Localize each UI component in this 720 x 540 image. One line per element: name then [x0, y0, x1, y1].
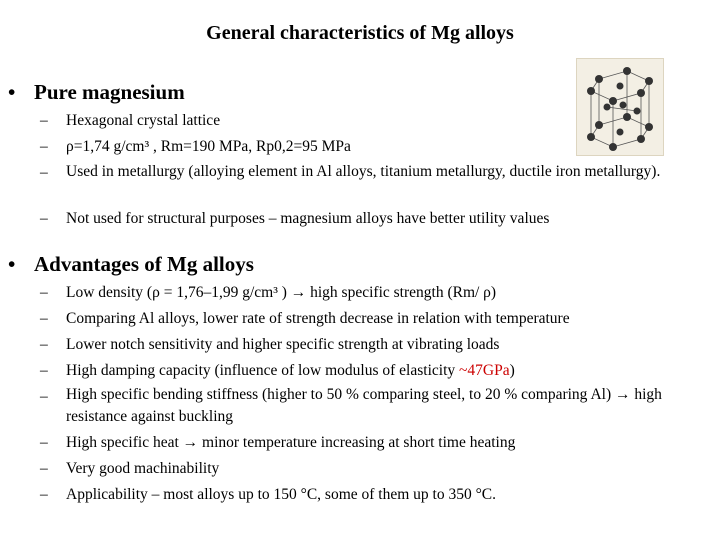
dash-marker: – [40, 486, 48, 503]
list-item [40, 358, 705, 384]
list-item-text: High specific heat → minor temperature increasing at short time heating [66, 434, 516, 451]
list-item [40, 482, 705, 508]
bullet-marker: • [8, 80, 16, 104]
list-item [40, 206, 705, 232]
list-item-text: Hexagonal crystal lattice [66, 112, 221, 129]
hexagonal-lattice-icon [576, 58, 664, 156]
list-item-text: Used in metallurgy (alloying element in Al alloys, titanium metallurgy, ductile iron metallurgy). [66, 163, 661, 180]
section-heading-text: Pure magnesium [34, 80, 185, 104]
section-heading-pure-magnesium [8, 80, 185, 105]
section-heading-text: Advantages of Mg alloys [34, 252, 254, 276]
list-item-text: Lower notch sensitivity and higher specific strength at vibrating loads [66, 336, 500, 353]
list-item-text: ρ=1,74 g/cm³ , Rm=190 MPa, Rp0,2=95 MPa [66, 138, 351, 155]
list-item [40, 430, 705, 456]
dash-marker: – [40, 112, 48, 129]
list-item [40, 332, 705, 358]
list-item-text: Applicability – most alloys up to 150 °C, some of them up to 350 °C. [66, 486, 497, 503]
highlighted-value: ~47GPa [459, 362, 510, 379]
bullet-marker: • [8, 252, 16, 276]
dash-marker: – [40, 336, 48, 353]
section-heading-advantages [8, 252, 254, 277]
dash-marker: – [40, 310, 48, 327]
dash-marker: – [40, 138, 48, 155]
list-item-text: Very good machinability [66, 460, 220, 477]
list-item-text-part: ) [509, 362, 515, 379]
page-title: General characteristics of Mg alloys [206, 22, 514, 44]
list-item-text-part: High damping capacity (influence of low modulus of elasticity [66, 362, 459, 379]
dash-marker: – [40, 210, 48, 227]
list-item [40, 160, 705, 183]
list-item [40, 306, 705, 332]
list-item-text: Low density (ρ = 1,76–1,99 g/cm³ ) → high specific strength (Rm/ ρ) [66, 284, 497, 301]
dash-marker: – [40, 388, 48, 405]
list-item-text [66, 358, 705, 384]
dash-marker: – [40, 284, 48, 301]
list-item [40, 456, 705, 482]
list-item-text: Comparing Al alloys, lower rate of strength decrease in relation with temperature [66, 310, 570, 327]
dash-marker: – [40, 434, 48, 451]
dash-marker: – [40, 164, 48, 181]
dash-marker: – [40, 362, 48, 379]
list-item-text: Not used for structural purposes – magnesium alloys have better utility values [66, 210, 550, 227]
list-item [40, 280, 705, 306]
list-item [40, 384, 705, 428]
dash-marker: – [40, 460, 48, 477]
list-item-text: High specific bending stiffness (higher to 50 % comparing steel, to 20 % comparing Al) → high resistance against buckling [66, 386, 662, 425]
